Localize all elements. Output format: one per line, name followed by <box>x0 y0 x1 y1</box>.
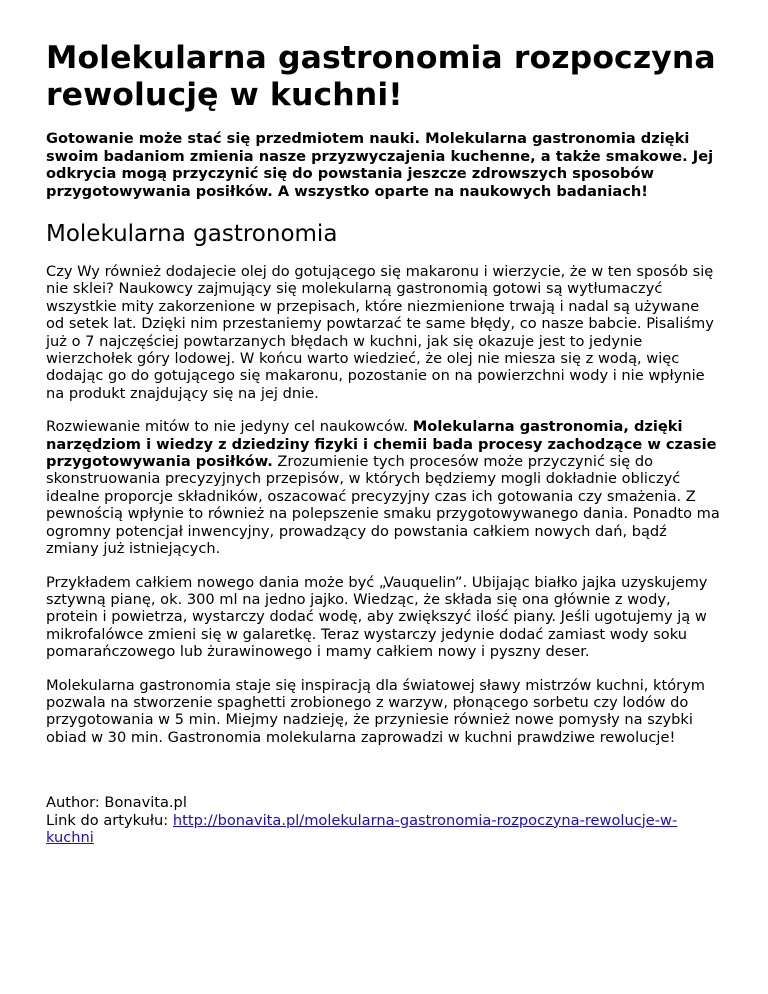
paragraph-3: Przykładem całkiem nowego dania może być „Vauquelin”. Ubijając białko jajka uzyskujemy sztywną pianę, ok. 300 ml na jedno jajko. Wiedząc, że składa się ona głównie z wody, protein i powietrza, wystarczy dodać wodę, aby zwiększyć ilość piany. Jeśli ugotujemy ją w mikrofalówce zmieni się w galaretkę. Teraz wystarczy jedynie dodać zamiast wody soku pomarańczowego lub żurawinowego i mamy całkiem nowy i pyszny deser. <box>46 573 708 661</box>
paragraph-2 <box>46 418 722 557</box>
paragraph-1: Czy Wy również dodajecie olej do gotującego się makaronu i wierzycie, że w ten sposób się nie sklei? Naukowcy zajmujący się molekularną gastronomią gotowi są wytłumaczyć wszystkie mity zakorzenione w przepisach, które niezmienione trwają i nadal są używane od setek lat. Dzięki nim przestaniemy powtarzać te same błędy, co nasze babcie. Pisaliśmy już o 7 najczęściej powtarzanych błędach w kuchni, jak się okazuje jest to jedynie wierzchołek góry lodowej. W końcu warto wiedzieć, że olej nie miesza się z wodą, więc dodając go do gotującego się makaronu, pozostanie on na powierzchni wody i nie wpłynie na produkt znajdujący się na jej dnie. <box>46 263 714 402</box>
paragraph-2-bold: Molekularna gastronomia, dzięki narzędziom i wiedzy z dziedziny fizyki i chemii bada procesy zachodzące w czasie przygotowywania posiłków. <box>46 418 717 471</box>
paragraph-2-intro: Rozwiewanie mitów to nie jedyny cel naukowców. <box>46 418 413 436</box>
paragraph-2-rest: Zrozumienie tych procesów może przyczynić się do skonstruowania precyzyjnych przepisów, w których będziemy mogli dokładnie obliczyć idealne proporcje składników, oszacować precyzyjny czas ich gotowania czy smażenia. Z pewnością wpłynie to również na polepszenie smaku przygotowywanego dania. Ponadto ma ogromny potencjał inwencyjny, prowadzący do powstania całkiem nowych dań, bądź zmiany już istniejących. <box>46 453 720 558</box>
author-line: Author: Bonavita.pl <box>46 794 187 812</box>
article-footer <box>46 794 722 846</box>
article-title: Molekularna gastronomia rozpoczyna rewolucję w kuchni! <box>46 40 716 113</box>
paragraph-4: Molekularna gastronomia staje się inspiracją dla światowej sławy mistrzów kuchni, którym pozwala na stworzenie spaghetti zrobionego z warzyw, płonącego sorbetu czy lodów do przygotowania w 5 min. Miejmy nadzieję, że przyniesie również nowe pomysły na szybki obiad w 30 min. Gastronomia molekularna zaprowadzi w kuchni prawdziwe rewolucje! <box>46 676 706 746</box>
link-line <box>46 812 722 847</box>
article-link[interactable]: http://bonavita.pl/molekularna-gastronomia-rozpoczyna-rewolucje-w-kuchni <box>46 811 678 846</box>
section-heading: Molekularna gastronomia <box>46 221 338 247</box>
link-label: Link do artykułu: <box>46 811 173 829</box>
article-lead: Gotowanie może stać się przedmiotem nauki. Molekularna gastronomia dzięki swoim badaniom zmienia nasze przyzwyczajenia kuchenne, a także smakowe. Jej odkrycia mogą przyczynić się do powstania jeszcze zdrowszych sposobów przygotowywania posiłków. A wszystko oparte na naukowych badaniach! <box>46 130 714 200</box>
